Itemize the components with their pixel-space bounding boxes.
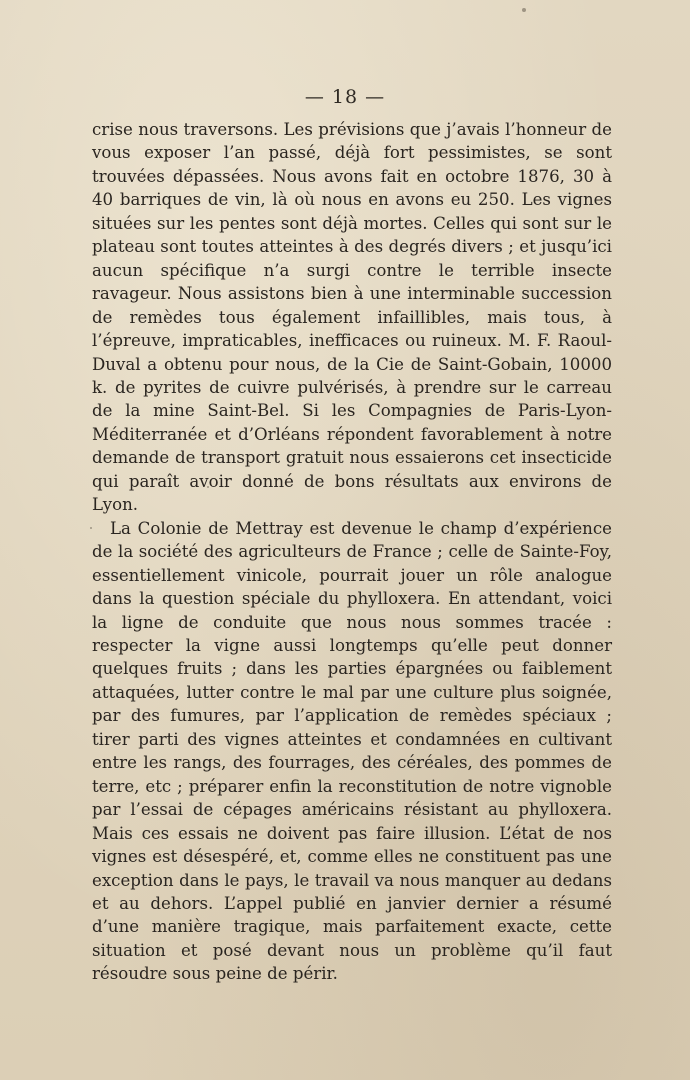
page-number: — 18 — [304, 86, 386, 108]
paper-speck [207, 486, 209, 488]
paper-speck [522, 8, 526, 12]
body-text [92, 118, 612, 986]
paragraph-2: La Colonie de Mettray est devenue le champ d’expérience de la société des agriculteurs de France ; celle de Sainte-Foy, essentiellement vinicole, pourrait jouer un rôle analogue dans la question spéciale du phylloxera. En attendant, voici la ligne de conduite que nous nous sommes tracée : respecter la vigne aussi longtemps qu’elle peut donner quelques fruits ; dans les parties épargnées ou faiblement attaquées, lutter contre le mal par une culture plus soignée, par des fumures, par l’application de remèdes spéciaux ; tirer parti des vignes atteintes et condamnées en cultivant entre les rangs, des fourrages, des céréales, des pommes de terre, etc ; préparer enfin la reconstitution de notre vignoble par l’essai de cépages américains résistant au phylloxera. Mais ces essais ne doivent pas faire illusion. L’état de nos vignes est désespéré, et, comme elles ne constituent pas une exception dans le pays, le travail va nous manquer au dedans et au dehors. L’appel publié en janvier dernier a résumé d’une manière tragique, mais parfaitement exacte, cette situation et posé devant nous un problème qu’il faut résoudre sous peine de périr. [92, 518, 612, 984]
paragraph-1: crise nous traversons. Les prévisions que j’avais l’honneur de vous exposer l’an passé, déjà fort pessimistes, se sont trouvées dépassées. Nous avons fait en octobre 1876, 30 à 40 barriques de vin, là où nous en avons eu 250. Les vignes situées sur les pentes sont déjà mortes. Celles qui sont sur le plateau sont toutes atteintes à des degrés divers ; et jusqu’ici aucun spécifique n’a surgi contre le terrible insecte ravageur. Nous assistons bien à une interminable succession de remèdes tous également infaillibles, mais tous, à l’épreuve, impraticables, inefficaces ou ruineux. M. F. Raoul-Duval a obtenu pour nous, de la Cie de Saint-Gobain, 10000 k. de pyrites de cuivre pulvérisés, à prendre sur le carreau de la mine Saint-Bel. Si les Compagnies de Paris-Lyon-Méditerranée et d’Orléans répondent favorablement à notre demande de transport gratuit nous essaierons cet insecticide qui paraît avoir donné de bons résultats aux environs de Lyon. [92, 120, 612, 515]
paper-speck [90, 527, 92, 529]
